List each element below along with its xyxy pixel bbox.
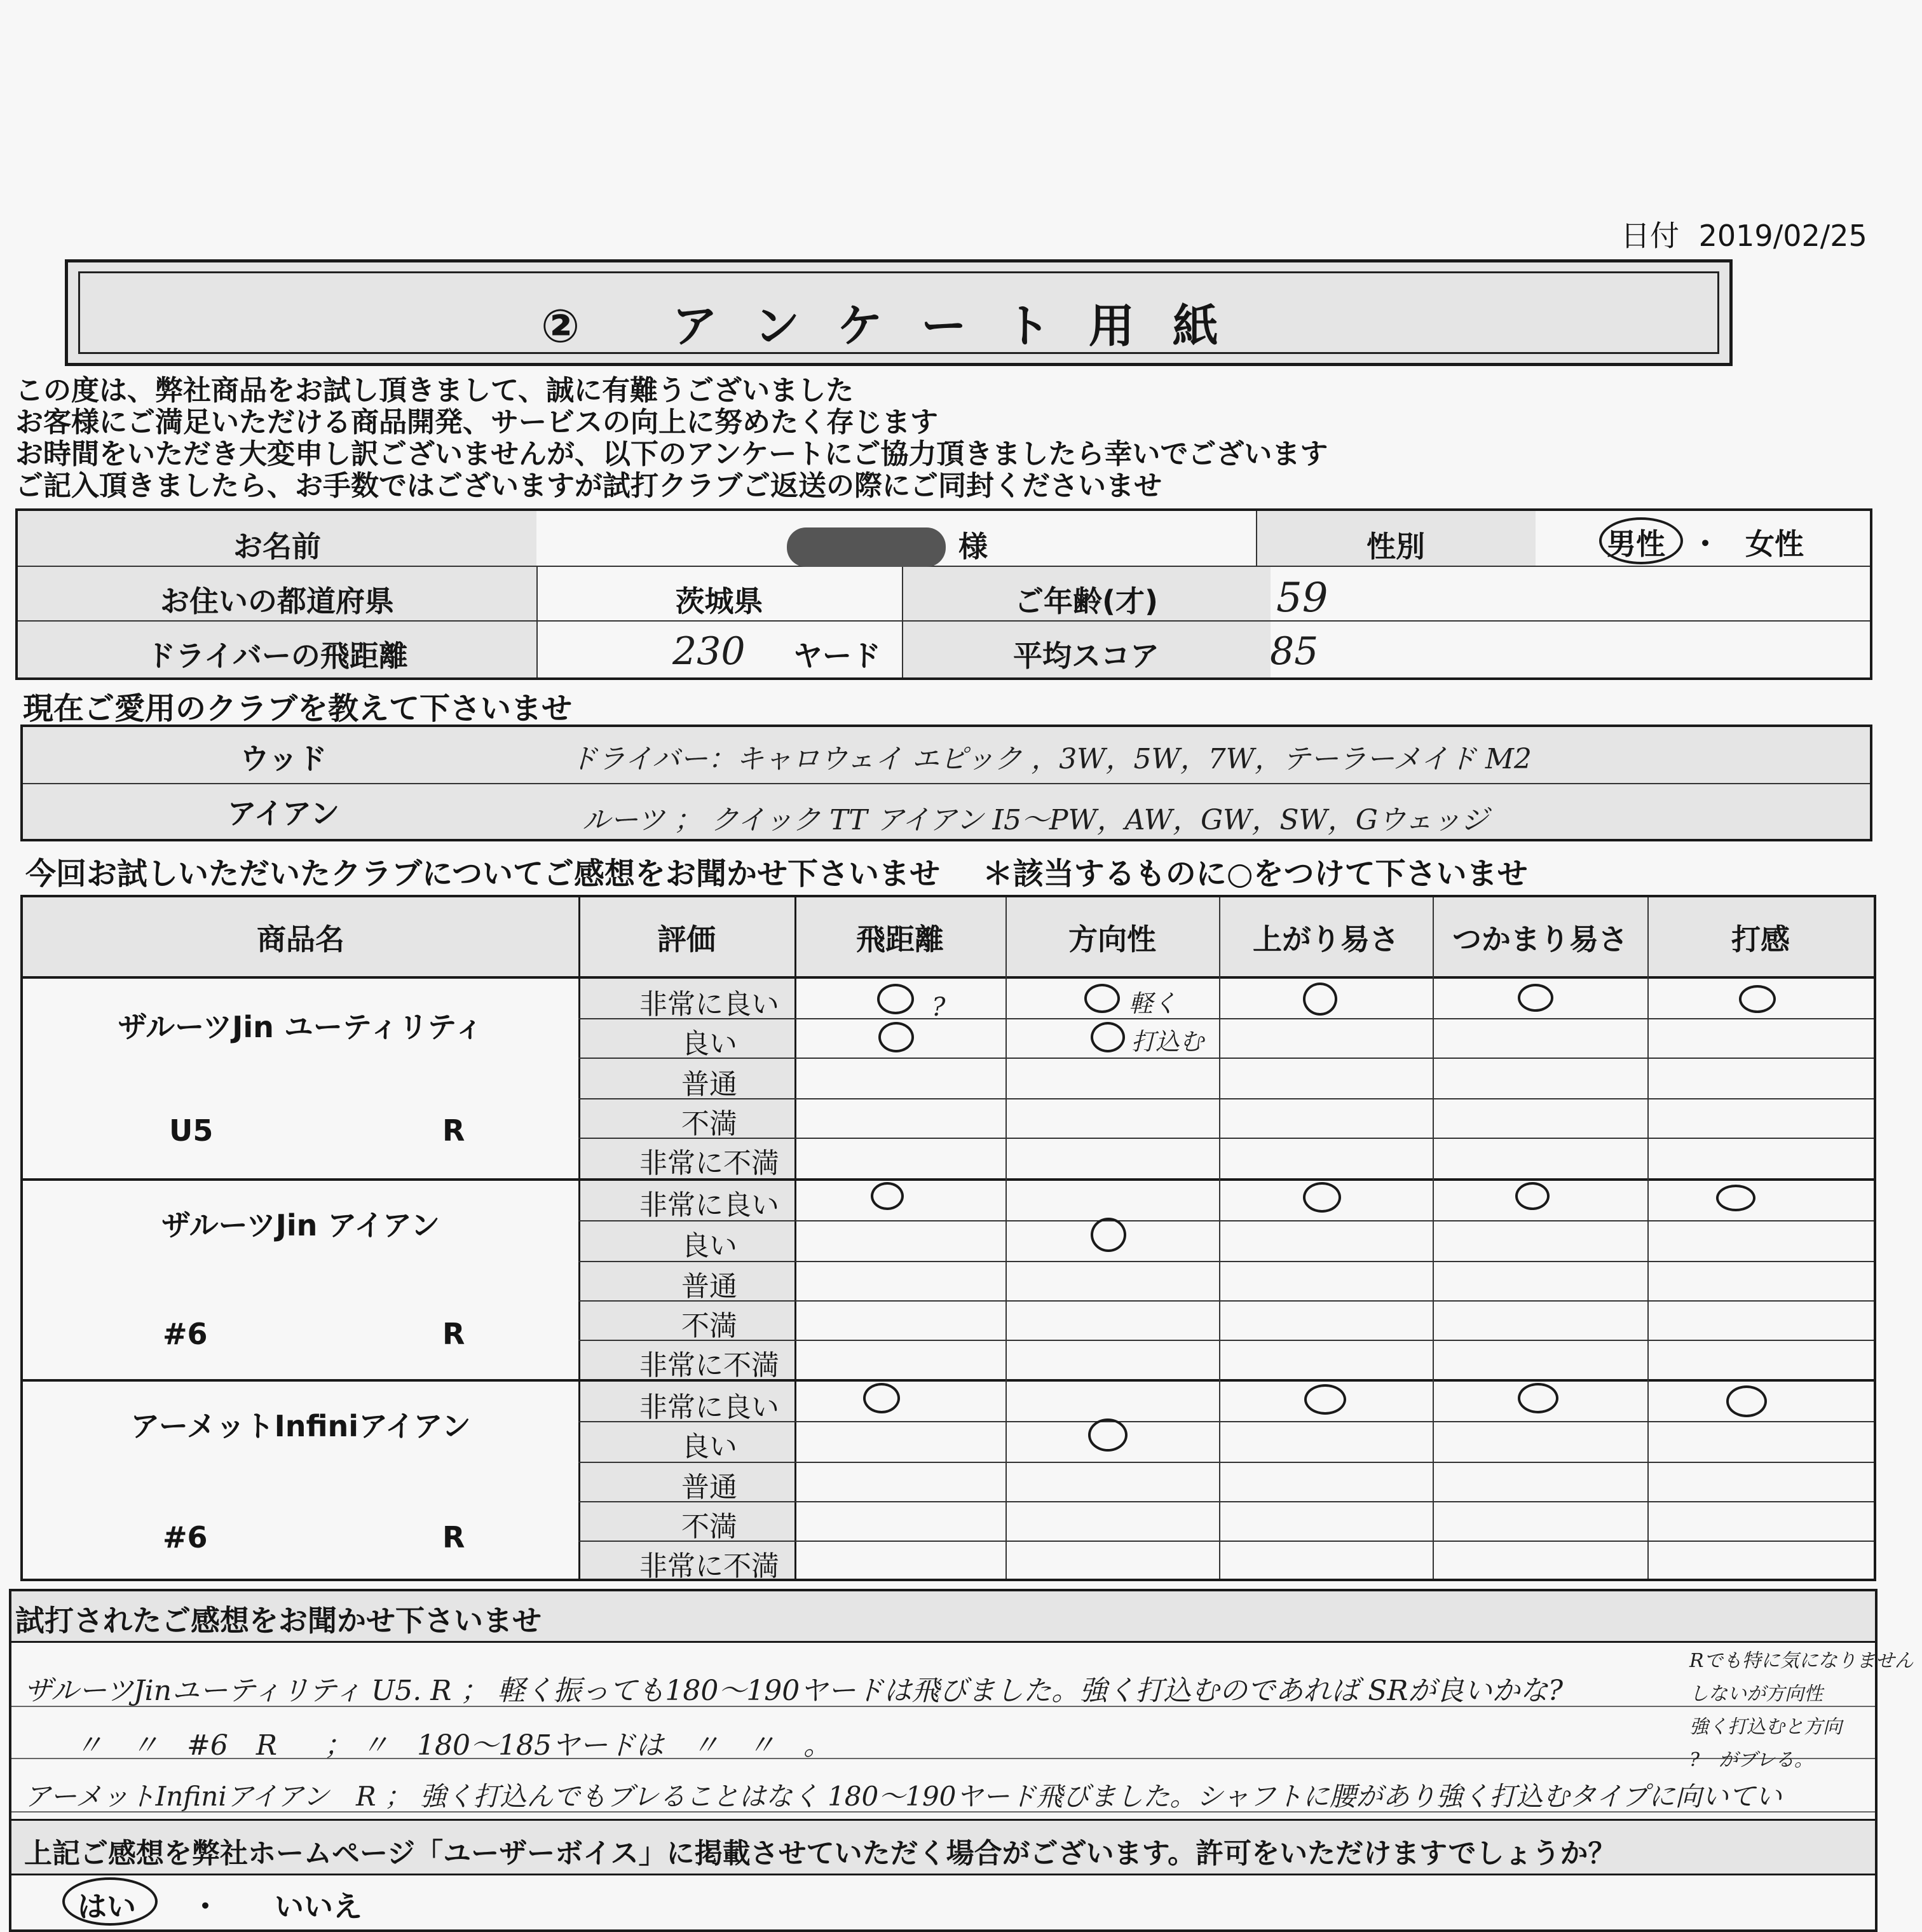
selection-circle[interactable] [1515,1182,1550,1210]
survey-table [20,895,1876,1581]
gender-male-circle [1599,517,1683,564]
comment-line [24,1776,1782,1814]
col-rating: 評価 [657,922,716,956]
gender-label: 性別 [1367,529,1425,564]
comments-heading: 試打されたご感想をお聞かせ下さいませ [15,1603,542,1638]
permission-no[interactable]: いいえ [275,1889,363,1924]
col-feel: 打感 [1731,922,1790,956]
selection-circle[interactable] [1518,1383,1558,1413]
selection-circle[interactable] [1091,1218,1126,1252]
rating-label: 非常に良い [639,1189,779,1221]
intro-line: お時間をいただき大変申し訳ございませんが、以下のアンケートにご協力頂きましたら幸いでございます [15,438,1328,470]
survey-heading-row [25,849,1528,893]
iron-value: ルーツ ； クイック TT アイアン I5～PW，AW，GW，SW，Gウェッジ [582,804,1489,836]
selection-circle[interactable] [1739,985,1776,1013]
comment-text: ； 〃 180～185ヤードは 〃 〃 。 [324,1729,831,1762]
name-label: お名前 [233,529,321,564]
redacted-name [787,527,946,567]
permission-yes-circle [62,1877,158,1926]
margin-note: 強く打込むと方向 [1689,1716,1842,1738]
selection-circle[interactable] [877,984,914,1014]
gender-male[interactable]: 男性 [1607,527,1665,561]
gender-separator: ・ [1691,527,1721,561]
rating-label: 良い [681,1230,737,1262]
product-model: #6 [163,1520,208,1554]
margin-note: ? がブレる。 [1689,1749,1813,1771]
survey-note: ＊該当するものに○をつけて下さいませ [982,856,1528,892]
rating-label: 非常に良い [639,1391,779,1424]
age-label: ご年齢(才) [1014,584,1159,618]
strike-note: 打込む [1131,1028,1204,1056]
comment-label: 〃 〃 #6 R [75,1729,277,1762]
rating-label: 良い [681,1431,737,1463]
comment-label: アーメットInfiniアイアン R [24,1781,376,1812]
col-distance: 飛距離 [856,922,944,956]
permission-question: 上記ご感想を弊社ホームページ「ユーザーボイス」に掲載させていただく場合がございます。許可をいただけますでしょうか？ [24,1837,1616,1870]
selection-circle[interactable] [871,1182,904,1210]
intro-line: お客様にご満足いただける商品開発、サービスの向上に努めたく存じます [15,406,938,439]
product-name: アーメットInfiniアイアン [130,1409,471,1443]
comment-text: ； 強く打込んでもブレることはなく 180～190ヤード飛びました。シャフトに腰があり強く打込むタイプに向いてい [385,1781,1782,1812]
profile-table [15,508,1872,680]
date [1621,213,1867,255]
intro-text [15,375,1328,502]
distance-unit: ヤード [793,639,881,673]
score-label: 平均スコア [1013,639,1159,673]
rating-label: 非常に不満 [639,1147,779,1180]
pref-label: お住いの都道府県 [160,584,394,618]
question-note: ? [932,993,946,1022]
rating-label: 良い [681,1028,737,1060]
selection-circle[interactable] [1303,1182,1341,1213]
pref-value: 茨城県 [675,584,763,618]
selection-circle[interactable] [878,1022,914,1052]
title-frame [65,259,1733,366]
distance-label: ドライバーの飛距離 [146,639,408,673]
clubs-table [20,724,1872,841]
product-flex: R [442,1317,465,1351]
selection-circle[interactable] [1303,983,1337,1016]
selection-circle[interactable] [1716,1185,1755,1211]
product-flex: R [442,1113,465,1148]
score-value: 85 [1270,629,1319,674]
product-name: ザルーツJin ユーティリティ [118,1010,484,1044]
product-model: U5 [169,1113,214,1148]
intro-line: この度は、弊社商品をお試し頂きまして、誠に有難うございました [15,374,854,407]
rating-label: 非常に不満 [639,1550,779,1582]
col-launch: 上がり易さ [1253,922,1399,956]
wood-value: ドライバー：キャロウェイ エピック ，3W，5W，7W，テーラーメイド M2 [569,743,1532,775]
wood-label: ウッド [240,742,327,776]
page-title: ② アンケート用紙 [541,299,1257,353]
selection-circle[interactable] [1518,984,1553,1012]
age-value: 59 [1276,575,1328,622]
comment-line [75,1722,831,1763]
comment-line [24,1668,1563,1708]
comments-box [9,1589,1914,1932]
permission-yes[interactable]: はい [78,1889,136,1924]
rating-label: 普通 [681,1471,737,1504]
selection-circle[interactable] [863,1383,900,1413]
rating-label: 非常に良い [639,988,779,1021]
product-flex: R [442,1520,465,1554]
comment-text: ； 軽く振っても180～190ヤードは飛びました。強く打込むのであれば SRが良いかな? [460,1675,1564,1707]
iron-label: アイアン [227,796,340,831]
col-direction: 方向性 [1068,922,1156,956]
rating-label: 普通 [681,1068,737,1101]
selection-circle[interactable] [1726,1385,1767,1417]
col-product: 商品名 [257,922,344,956]
margin-note: Rでも特に気になりません [1689,1650,1914,1672]
rating-label: 不満 [681,1108,737,1140]
gender-female[interactable]: 女性 [1745,527,1804,561]
rating-label: 不満 [681,1511,737,1543]
date-value: 2019/02/25 [1698,219,1867,253]
survey-heading: 今回お試しいただいたクラブについてご感想をお聞かせ下さいませ [25,856,941,892]
margin-notes [1689,1645,1914,1777]
selection-circle[interactable] [1091,1022,1125,1052]
rating-label: 不満 [681,1310,737,1342]
distance-value: 230 [672,629,746,674]
name-suffix: 様 [958,529,988,564]
date-label: 日付 [1621,219,1679,253]
product-model: #6 [163,1317,208,1351]
rating-label: 普通 [681,1270,737,1303]
rating-label: 非常に不満 [639,1349,779,1382]
margin-note: しないが方向性 [1689,1683,1823,1705]
clubs-heading: 現在ご愛用のクラブを教えて下さいませ [23,691,573,726]
comment-label: ザルーツJinユーティリティ U5. R [24,1675,452,1707]
permission-separator: ・ [191,1889,221,1924]
light-note: 軽く [1129,990,1178,1017]
product-name: ザルーツJin アイアン [161,1208,440,1242]
col-grip: つかまり易さ [1452,922,1628,956]
selection-circle[interactable] [1084,984,1120,1013]
selection-circle[interactable] [1088,1418,1128,1452]
intro-line: ご記入頂きましたら、お手数ではございますが試打クラブご返送の際にご同封くださいませ [15,470,1162,502]
selection-circle[interactable] [1304,1384,1346,1415]
